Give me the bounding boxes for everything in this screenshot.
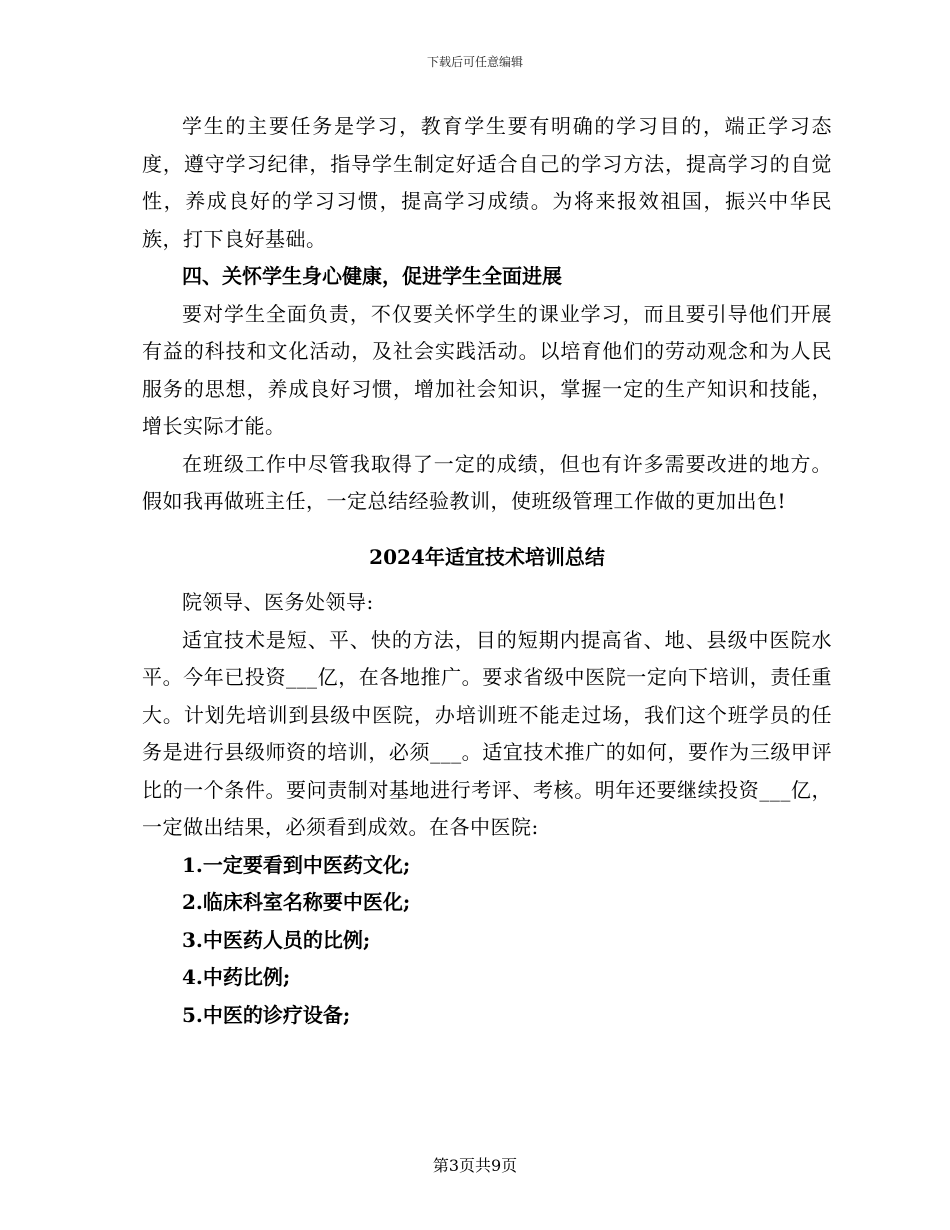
list-item: 5.中医的诊疗设备; [182,1002,351,1027]
header-note: 下载后可任意编辑 [426,55,523,69]
document-body [142,108,832,1034]
document-title: 2024年适宜技术培训总结 [369,544,605,569]
paragraph-conclusion: 在班级工作中尽管我取得了一定的成绩，但也有许多需要改进的地方。假如我再做班主任，一定总结经验教训，使班级管理工作做的更加出色! [142,451,832,513]
paragraph-holistic: 要对学生全面负责，不仅要关怀学生的课业学习，而且要引导他们开展有益的科技和文化活动，及社会实践活动。以培育他们的劳动观念和为人民服务的思想，养成良好习惯，增加社会知识，掌握一定的生产知识和技能，增长实际才能。 [142,301,832,438]
list-item: 4.中药比例; [182,965,291,989]
list-item: 1.一定要看到中医药文化; [182,852,411,877]
salutation: 院领导、医务处领导: [182,590,374,614]
list-item: 3.中医药人员的比例; [182,927,371,952]
paragraph-appropriate-tech: 适宜技术是短、平、快的方法，目的短期内提高省、地、县级中医院水平。今年已投资___亿，在各地推广。要求省级中医院一定向下培训，责任重大。计划先培训到县级中医院，办培训班不能走过场，我们这个班学员的任务是进行县级师资的培训，必须___。适宜技术推广的如何，要作为三级甲评比的一个条件。要问责制对基地进行考评、考核。明年还要继续投资___亿，一定做出结果，必须看到成效。在各中医院: [142,627,832,839]
page-number: 第3页共9页 [432,1156,518,1175]
section-heading-4: 四、关怀学生身心健康，促进学生全面进展 [182,264,562,288]
list-item: 2.临床科室名称要中医化; [182,890,411,914]
paragraph-study: 学生的主要任务是学习，教育学生要有明确的学习目的，端正学习态度，遵守学习纪律，指导学生制定好适合自己的学习方法，提高学习的自觉性，养成良好的学习习惯，提高学习成绩。为将来报效祖国，振兴中华民族，打下良好基础。 [142,114,832,251]
